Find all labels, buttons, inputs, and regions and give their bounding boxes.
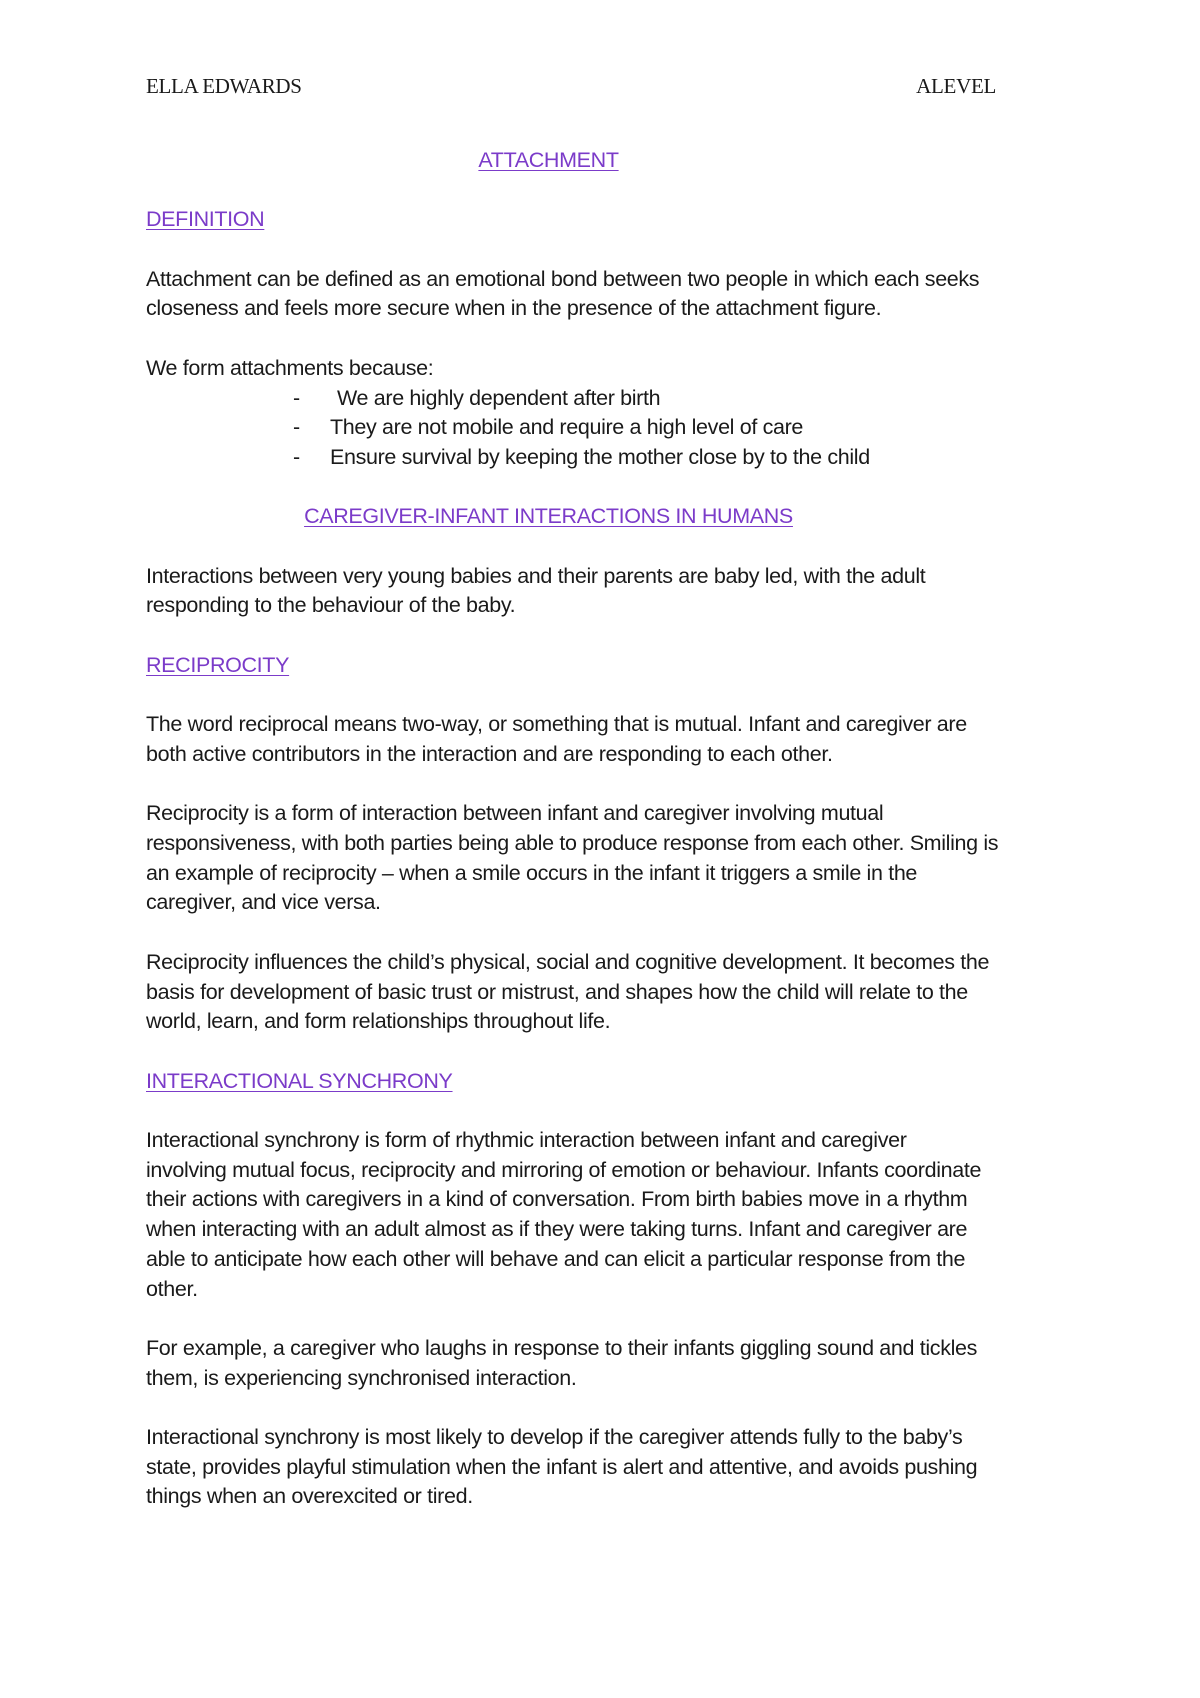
paragraph-line: responsiveness, with both parties being able to produce response from each other. Smiling is [146, 831, 999, 856]
reasons-intro: We form attachments because: [146, 355, 434, 380]
paragraph-line: Reciprocity influences the child’s physical, social and cognitive development. It becomes the [146, 949, 990, 974]
paragraph-line: Reciprocity is a form of interaction between infant and caregiver involving mutual [146, 801, 884, 826]
list-item-text: We are highly dependent after birth [337, 385, 661, 410]
synchrony-heading: INTERACTIONAL SYNCHRONY [146, 1068, 453, 1093]
bullet-dash: - [293, 415, 300, 440]
paragraph-line: world, learn, and form relationships throughout life. [146, 1009, 611, 1034]
definition-heading: DEFINITION [146, 207, 265, 232]
caregiver-line: responding to the behaviour of the baby. [146, 593, 516, 618]
paragraph-line: involving mutual focus, reciprocity and mirroring of emotion or behaviour. Infants coordinate [146, 1157, 982, 1182]
paragraph-line: when interacting with an adult almost as if they were taking turns. Infant and caregiver are [146, 1217, 968, 1242]
course-level: ALEVEL [916, 74, 996, 98]
paragraph-line: For example, a caregiver who laughs in response to their infants giggling sound and tickles [146, 1335, 978, 1360]
page-header [146, 74, 996, 104]
paragraph-line: Interactional synchrony is most likely to develop if the caregiver attends fully to the baby’s [146, 1425, 963, 1450]
bullet-dash: - [293, 385, 300, 410]
paragraph-line: state, provides playful stimulation when the infant is alert and attentive, and avoids pushing [146, 1454, 978, 1479]
document-title: ATTACHMENT [478, 148, 619, 172]
caregiver-heading: CAREGIVER-INFANT INTERACTIONS IN HUMANS [304, 504, 793, 529]
paragraph-line: other. [146, 1276, 198, 1301]
list-item-text: Ensure survival by keeping the mother close by to the child [330, 444, 870, 469]
paragraph-line: Interactional synchrony is form of rhythmic interaction between infant and caregiver [146, 1128, 907, 1153]
paragraph-line: The word reciprocal means two-way, or something that is mutual. Infant and caregiver are [146, 712, 967, 737]
paragraph-line: their actions with caregivers in a kind of conversation. From birth babies move in a rhythm [146, 1187, 968, 1212]
paragraph-line: them, is experiencing synchronised interaction. [146, 1365, 577, 1390]
caregiver-line: Interactions between very young babies and their parents are baby led, with the adult [146, 563, 926, 588]
paragraph-line: both active contributors in the interaction and are responding to each other. [146, 741, 833, 766]
paragraph-line: an example of reciprocity – when a smile occurs in the infant it triggers a smile in the [146, 860, 918, 885]
definition-line: closeness and feels more secure when in the presence of the attachment figure. [146, 296, 882, 321]
definition-line: Attachment can be defined as an emotional bond between two people in which each seeks [146, 266, 980, 291]
list-item-text: They are not mobile and require a high level of care [330, 415, 804, 440]
reciprocity-heading: RECIPROCITY [146, 652, 290, 677]
document-body [146, 146, 1066, 1512]
paragraph-line: able to anticipate how each other will behave and can elicit a particular response from the [146, 1246, 966, 1271]
paragraph-line: things when an overexcited or tired. [146, 1484, 473, 1509]
list-item [293, 413, 1066, 443]
list-item [293, 443, 1066, 473]
list-item [293, 384, 1066, 414]
paragraph-line: caregiver, and vice versa. [146, 890, 381, 915]
paragraph-line: basis for development of basic trust or mistrust, and shapes how the child will relate to the [146, 979, 968, 1004]
reasons-list [146, 384, 1066, 473]
bullet-dash: - [293, 444, 300, 469]
author-name: ELLA EDWARDS [146, 74, 302, 98]
